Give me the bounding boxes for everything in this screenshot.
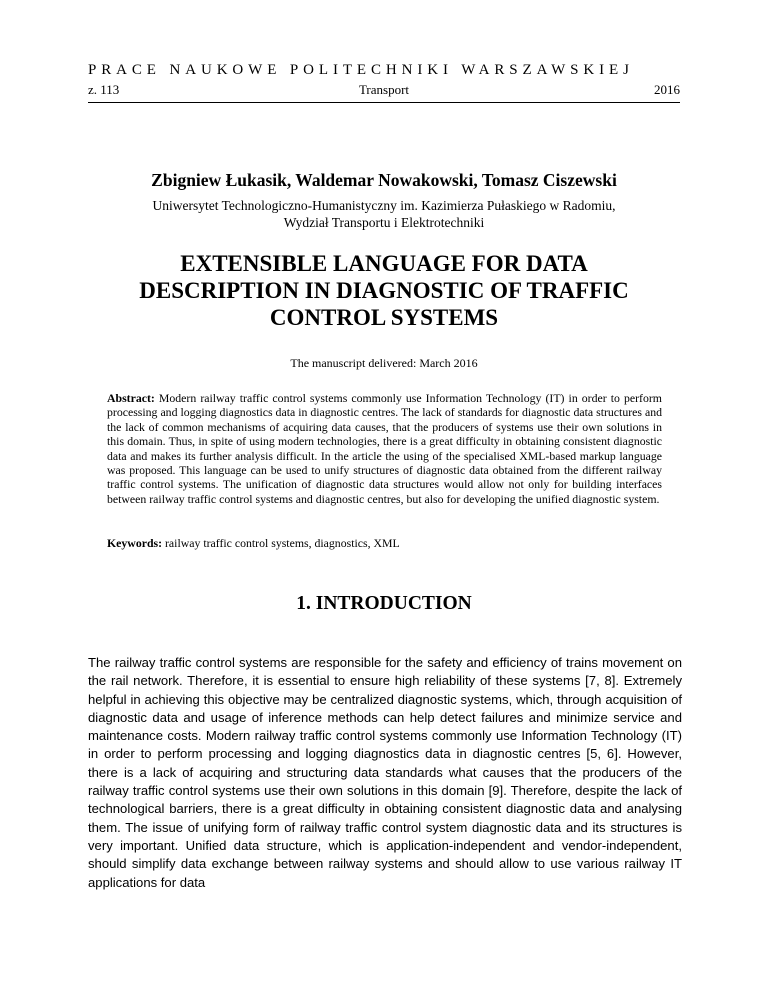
affiliation-line-2: Wydział Transportu i Elektrotechniki	[283, 215, 485, 230]
keywords-text: railway traffic control systems, diagnostics, XML	[162, 536, 400, 550]
abstract-label: Abstract:	[107, 391, 155, 405]
publication-year: 2016	[654, 82, 680, 97]
abstract	[107, 391, 662, 506]
section-heading: 1. INTRODUCTION	[296, 593, 472, 614]
abstract-text: Modern railway traffic control systems commonly use Information Technology (IT) in order to perform processing and logging diagnostics data in diagnostic centres. The lack of standards for diagnostic data structures and the lack of common mechanisms of acquiring data causes, that the producers of systems use their own solutions in this domain. Thus, in spite of using modern technologies, there is a great difficulty in obtaining consistent diagnostic data and makes its further analysis difficult. In the article the using of the specialised XML-based markup language was proposed. This language can be used to unify structures of diagnostic data obtained from the different railway traffic control systems. The unification of diagnostic data structures would allow not only for building interfaces between railway traffic control systems and diagnostic centres, but also for developing the unified diagnostic system.	[107, 391, 662, 506]
paper-title-line-1: EXTENSIBLE LANGUAGE FOR DATA	[180, 251, 588, 276]
keywords	[107, 536, 662, 550]
journal-title: PRACE NAUKOWE POLITECHNIKI WARSZAWSKIEJ	[88, 62, 634, 78]
issue-number: z. 113	[88, 82, 120, 97]
paper-title-line-2: DESCRIPTION IN DIAGNOSTIC OF TRAFFIC	[139, 278, 629, 303]
keywords-label: Keywords:	[107, 536, 163, 550]
paper-title	[88, 250, 680, 331]
body-paragraph: The railway traffic control systems are responsible for the safety and efficiency of trains movement on the rail network. Therefore, it is essential to ensure high reliability of these systems [7, 8]. Extremely helpful in achieving this objective may be centralized diagnostic systems, which, through acquisition of diagnostic data and usage of inference methods can help detect failures and minimize service and maintenance costs. Modern railway traffic control systems commonly use Information Technology (IT) in order to perform processing and logging diagnostics data in diagnostic centres [5, 6]. However, there is a lack of acquiring and structuring data standards what causes that the producers of the railway traffic control systems use their own solutions in this domain [9]. Therefore, despite the lack of technological barriers, there is a great difficulty in obtaining consistent diagnostic data and analysing them. The issue of unifying form of railway traffic control system diagnostic data and its structures is very important. Unified data structure, which is application-independent and vendor-independent, should simplify data exchange between railway systems and should allow to use various railway IT applications for data	[88, 655, 682, 890]
affiliation	[88, 197, 680, 231]
section-name: Transport	[358, 82, 410, 97]
header-divider	[88, 102, 680, 103]
manuscript-delivered-note: The manuscript delivered: March 2016	[290, 356, 478, 370]
affiliation-line-1: Uniwersytet Technologiczno-Humanistyczny im. Kazimierza Pułaskiego w Radomiu,	[152, 198, 616, 213]
author-list: Zbigniew Łukasik, Waldemar Nowakowski, Tomasz Ciszewski	[151, 170, 617, 190]
paper-title-line-3: CONTROL SYSTEMS	[269, 305, 499, 330]
